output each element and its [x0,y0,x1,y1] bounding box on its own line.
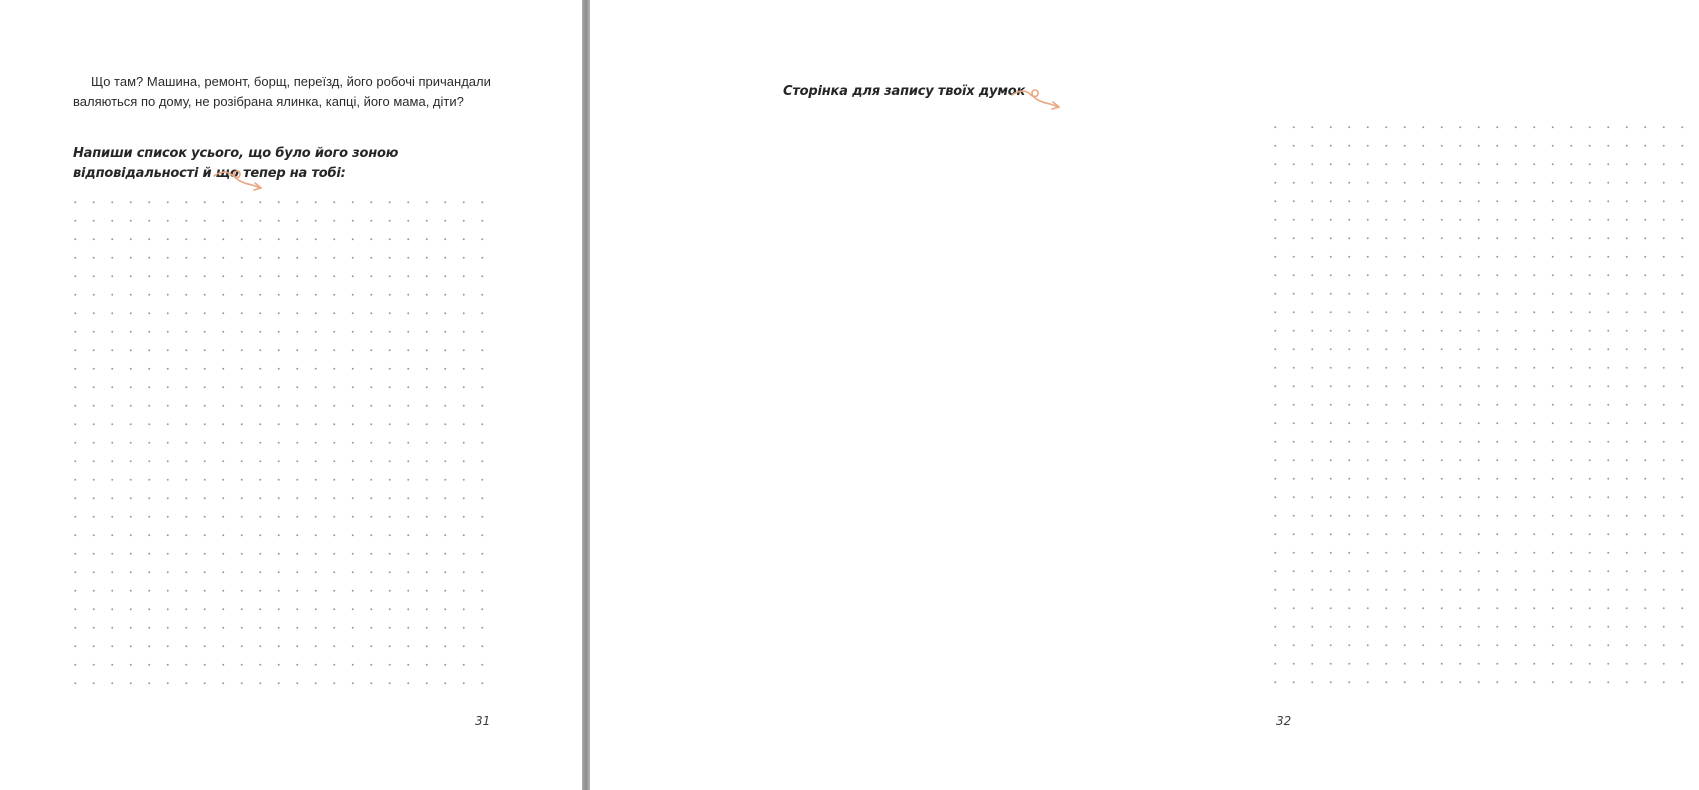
right-page [590,0,1292,790]
page-number: 32 [1276,714,1292,728]
squiggle-arrow-icon [1010,84,1062,110]
dot-grid-writing-area[interactable] [66,193,499,685]
dot-grid-writing-area[interactable] [1266,118,1699,684]
book-gutter [582,0,590,790]
body-text: Що там? Машина, ремонт, борщ, переїзд, його робочі причандали валяються по дому, не розібрана ялинка, капці, його мама, діти? [73,74,491,109]
left-page [0,0,582,790]
page-heading: Сторінка для запису твоїх думок [783,84,1026,99]
squiggle-arrow-icon [212,165,264,191]
writing-prompt: Напиши список усього, що було його зоною відповідальності й що тепер на тобі: [73,146,399,181]
page-number: 31 [475,714,491,728]
